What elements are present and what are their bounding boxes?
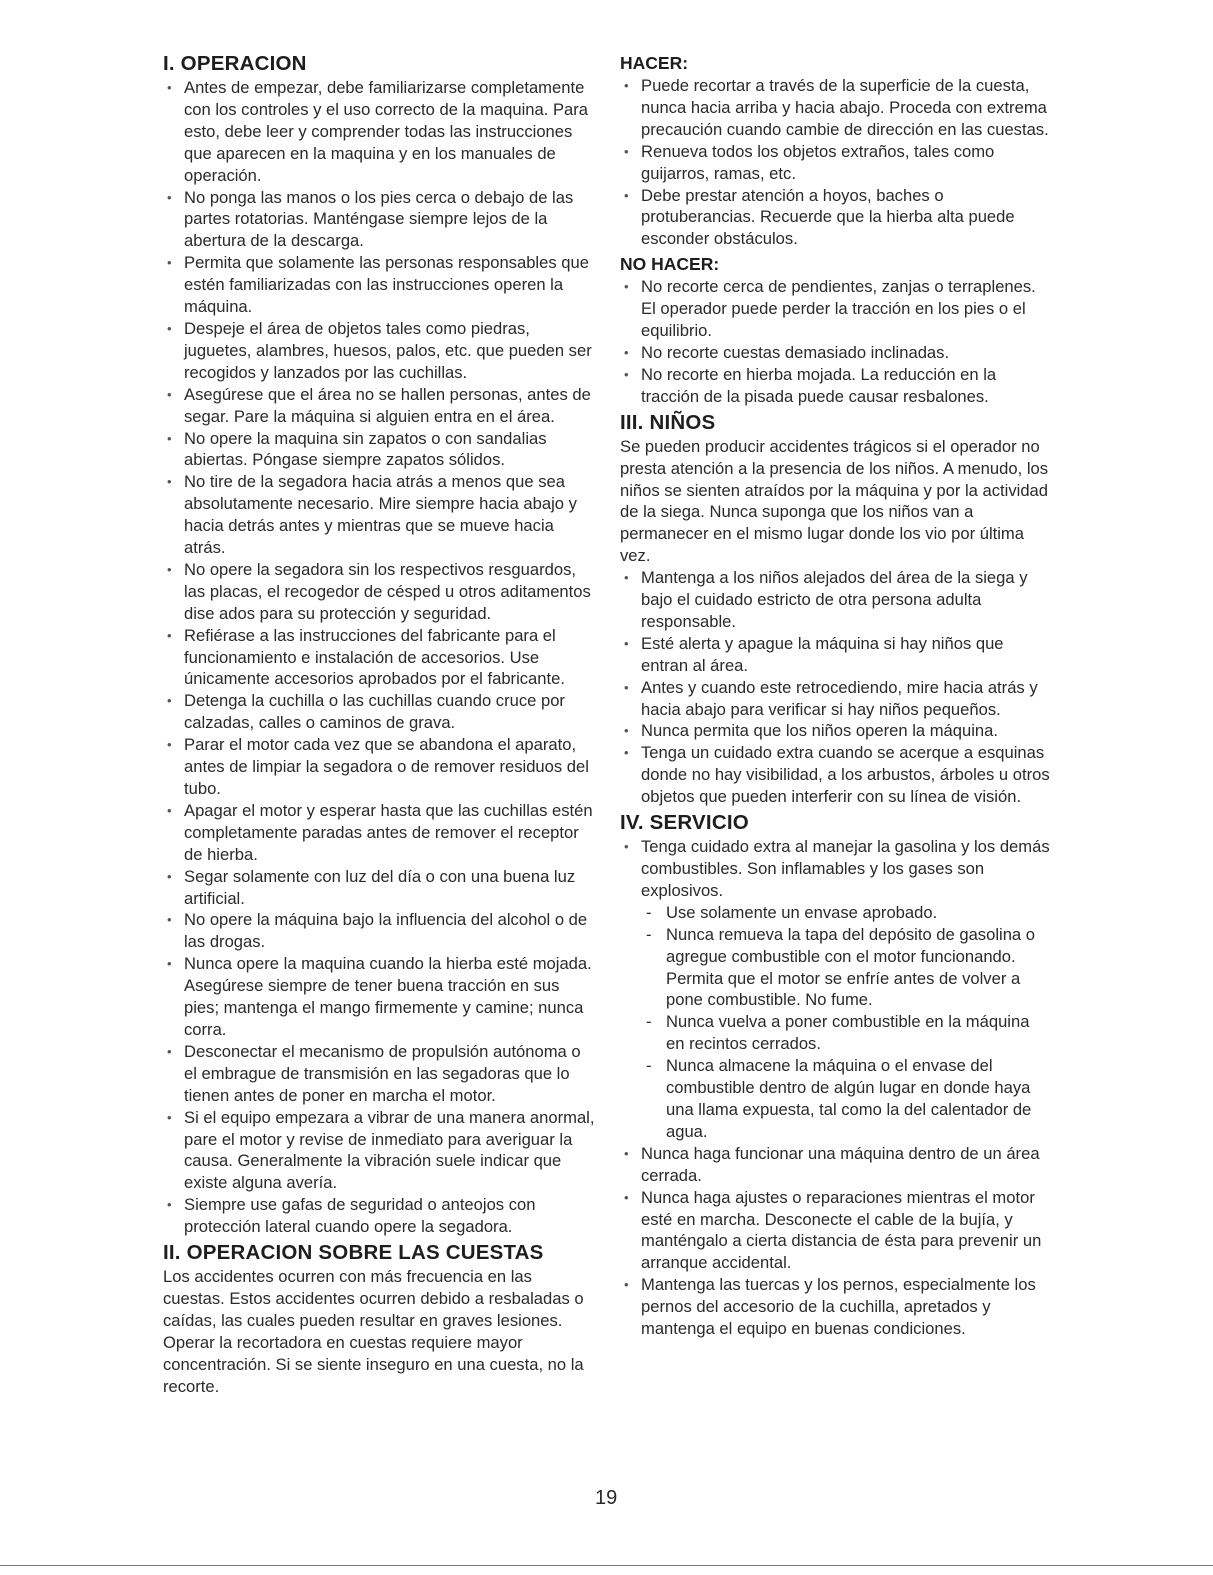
section-title-operacion: I. OPERACION <box>163 52 307 75</box>
subheading-no-hacer: NO HACER: <box>620 254 720 275</box>
list-item: • No tire de la segadora hacia atrás a menos que sea absolutamente necesario. Mire siempre hacia abajo y hacia detrás antes y mientras que se mueve hacia atrás. <box>163 471 595 559</box>
sublist-item: - Nunca vuelva a poner combustible en la máquina en recintos cerrados. <box>644 1011 1052 1055</box>
list-item: • Detenga la cuchilla o las cuchillas cuando cruce por calzadas, calles o caminos de grava. <box>163 690 595 734</box>
list-item: • Apagar el motor y esperar hasta que las cuchillas estén completamente paradas antes de remover el receptor de hierba. <box>163 800 595 866</box>
section-title-cuestas: II. OPERACION SOBRE LAS CUESTAS <box>163 1241 544 1265</box>
hacer-list <box>620 75 1052 250</box>
list-item: • Puede recortar a través de la superficie de la cuesta, nunca hacia arriba y hacia abajo. Proceda con extrema precaución cuando cambie de dirección en las cuestas. <box>620 75 1052 141</box>
list-item: • Mantenga las tuercas y los pernos, especialmente los pernos del accesorio de la cuchilla, apretados y mantenga el equipo en buenas condiciones. <box>620 1274 1052 1340</box>
list-item: • Debe prestar atención a hoyos, baches o protuberancias. Recuerde que la hierba alta puede esconder obstáculos. <box>620 185 1052 251</box>
list-item: • Renueva todos los objetos extraños, tales como guijarros, ramas, etc. <box>620 141 1052 185</box>
fuel-sublist <box>620 902 1052 1143</box>
list-item: • Antes y cuando este retrocediendo, mire hacia atrás y hacia abajo para verificar si hay niños pequeños. <box>620 677 1052 721</box>
ninos-paragraph: Se pueden producir accidentes trágicos si el operador no presta atención a la presencia de los niños. A menudo, los niños se sienten atraídos por la máquina y por la actividad de la siega. Nunca suponga que los niños van a permanecer en el mismo lugar donde los vio por última vez. <box>620 436 1049 566</box>
servicio-list <box>620 1143 1052 1340</box>
list-item: • Mantenga a los niños alejados del área de la siega y bajo el cuidado estricto de otra persona adulta responsable. <box>620 567 1052 633</box>
list-item: • No opere la segadora sin los respectivos resguardos, las placas, el recogedor de césped u otros aditamentos dise ados para su protección y seguridad. <box>163 559 595 625</box>
section-title-servicio: IV. SERVICIO <box>620 811 749 835</box>
list-item: • No opere la máquina bajo la influencia del alcohol o de las drogas. <box>163 909 595 953</box>
list-item: • Esté alerta y apague la máquina si hay niños que entran al área. <box>620 633 1052 677</box>
list-item: • Desconectar el mecanismo de propulsión autónoma o el embrague de transmisión en las segadoras que lo tienen antes de poner en marcha el motor. <box>163 1041 595 1107</box>
sublist-item: - Nunca remueva la tapa del depósito de gasolina o agregue combustible con el motor funcionando. Permita que el motor se enfríe antes de volver a pone combustible. No fume. <box>644 924 1052 1012</box>
bottom-divider <box>0 1565 1213 1566</box>
list-item: • Despeje el área de objetos tales como piedras, juguetes, alambres, huesos, palos, etc. que pueden ser recogidos y lanzados por las cuchillas. <box>163 318 595 384</box>
list-item: • Parar el motor cada vez que se abandona el aparato, antes de limpiar la segadora o de remover residuos del tubo. <box>163 734 595 800</box>
list-item: • Segar solamente con luz del día o con una buena luz artificial. <box>163 866 595 910</box>
operacion-list <box>163 77 595 1238</box>
list-item: • Permita que solamente las personas responsables que estén familiarizadas con las instrucciones operen la máquina. <box>163 252 595 318</box>
right-column <box>620 52 1052 1340</box>
sublist-item: - Use solamente un envase aprobado. <box>644 902 1052 924</box>
list-item: • No recorte cerca de pendientes, zanjas o terraplenes. El operador puede perder la tracción en los pies o el equilibrio. <box>620 276 1052 342</box>
no-hacer-list <box>620 276 1052 407</box>
list-item: • Si el equipo empezara a vibrar de una manera anormal, pare el motor y revise de inmediato para averiguar la causa. Generalmente la vibración suele indicar que existe alguna avería. <box>163 1107 595 1195</box>
ninos-list <box>620 567 1052 808</box>
list-item: • Siempre use gafas de seguridad o anteojos con protección lateral cuando opere la segadora. <box>163 1194 595 1238</box>
list-item: • No recorte en hierba mojada. La reducción en la tracción de la pisada puede causar resbalones. <box>620 364 1052 408</box>
list-item: • No opere la maquina sin zapatos o con sandalias abiertas. Póngase siempre zapatos sólidos. <box>163 428 595 472</box>
list-item: • Tenga cuidado extra al manejar la gasolina y los demás combustibles. Son inflamables y los gases son explosivos. <box>620 836 1052 902</box>
list-item: • Antes de empezar, debe familiarizarse completamente con los controles y el uso correcto de la maquina. Para esto, debe leer y comprender todas las instrucciones que aparecen en la maquina y en los manuales de operación. <box>163 77 595 187</box>
list-item: • Nunca haga ajustes o reparaciones mientras el motor esté en marcha. Desconecte el cable de la bujía, y manténgalo a cierta distancia de ésta para prevenir un arranque accidental. <box>620 1187 1052 1275</box>
left-column <box>163 52 595 1397</box>
list-item: • Tenga un cuidado extra cuando se acerque a esquinas donde no hay visibilidad, a los arbustos, árboles u otros objetos que pueden interferir con su línea de visión. <box>620 742 1052 808</box>
list-item: • Nunca haga funcionar una máquina dentro de un área cerrada. <box>620 1143 1052 1187</box>
list-item: • Nunca permita que los niños operen la máquina. <box>620 720 1052 742</box>
list-item: • No ponga las manos o los pies cerca o debajo de las partes rotatorias. Manténgase siempre lejos de la abertura de la descarga. <box>163 187 595 253</box>
list-item: • Asegúrese que el área no se hallen personas, antes de segar. Pare la máquina si alguien entra en el área. <box>163 384 595 428</box>
list-item: • Nunca opere la maquina cuando la hierba esté mojada. Asegúrese siempre de tener buena tracción en sus pies; mantenga el mango firmemente y camine; nunca corra. <box>163 953 595 1041</box>
subheading-hacer: HACER: <box>620 53 689 73</box>
cuestas-paragraph: Los accidentes ocurren con más frecuencia en las cuestas. Estos accidentes ocurren debido a resbaladas o caídas, las cuales pueden resultar en graves lesiones. Operar la recortadora en cuestas requiere mayor concentración. Si se siente inseguro en una cuesta, no la recorte. <box>163 1267 584 1396</box>
section-title-ninos: III. NIÑOS <box>620 410 716 434</box>
sublist-item: - Nunca almacene la máquina o el envase del combustible dentro de algún lugar en donde haya una llama expuesta, tal como la del calentador de agua. <box>644 1055 1052 1143</box>
list-item: • No recorte cuestas demasiado inclinadas. <box>620 342 1052 364</box>
servicio-fuel-list <box>620 836 1052 902</box>
page-number: 19 <box>595 1487 618 1509</box>
list-item: • Refiérase a las instrucciones del fabricante para el funcionamiento e instalación de accesorios. Use únicamente accesorios aprobados por el fabricante. <box>163 625 595 691</box>
